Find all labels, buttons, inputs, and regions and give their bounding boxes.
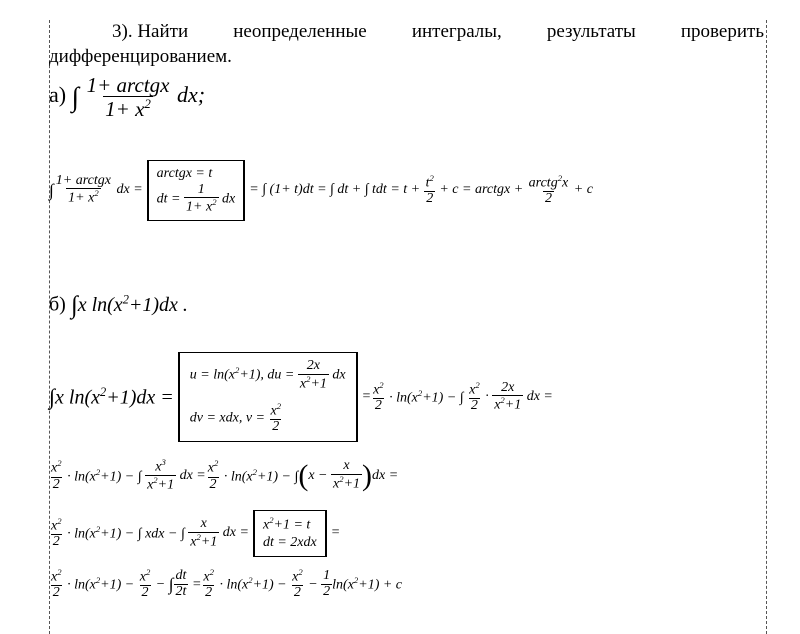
- task-word: результаты: [546, 21, 636, 42]
- part-b-line-4: $\frac{x^2}{2}$ · $\ln(x^2+1)$ − $\frac{x^2}{2}$ − ∫ $\frac{dt}{2t}$ = $\frac{x^2}{2}$ · $\ln(x^2+1)$ − $\frac{x^2}{2}$ − $\frac{1}{2}$ $\ln(x^2+1) + c$: [51, 567, 403, 601]
- integrand-denominator: 1+ x: [105, 97, 145, 122]
- substitution-bracket-b3: $x^2+1 = t$ dt = 2xdx: [253, 510, 327, 557]
- task-heading: [112, 21, 764, 43]
- task-word: интегралы,: [411, 21, 502, 42]
- part-a-solution: ∫ $\frac{\text{1+ arctgx}}{1+ x^2}$ dx = arctgx = t dt = $\frac{1}{1+ x^2}$ dx = ∫ (1+ t)dt = ∫ dt + ∫ tdt = t + $\frac{t^2}{2}$ + c = arctgx + $\frac{arctg^2x}{2}$ + c: [49, 160, 593, 221]
- substitution-bracket-b1: $u = \ln(x^2+1)$, du = $\frac{2x}{x^2+1}$ dx dv = xdx, v = $\frac{x^2}{2}$: [178, 352, 358, 442]
- part-b-line-3: $\frac{x^2}{2}$ · $\ln(x^2+1)$ − ∫ xdx − ∫ $\frac{x}{x^2+1}$ dx = $x^2+1 = t$ dt = 2xdx =: [49, 510, 340, 557]
- part-b-line-1: ∫ x $\ln(x^2+1)dx$ = $u = \ln(x^2+1)$, du = $\frac{2x}{x^2+1}$ dx dv = xdx, v = $\frac{x^2}{2}$ = $\frac{x^2}{2}$ · $\ln(x^2+1)$ − ∫ $\frac{x^2}{2}$ · $\frac{2x}{x^2+1}$ dx =: [49, 352, 553, 442]
- dx-text: dx;: [176, 82, 206, 108]
- part-b-label: б): [49, 293, 66, 316]
- right-dashed-border: [766, 20, 767, 634]
- substitution-bracket-a: arctgx = t dt = $\frac{1}{1+ x^2}$ dx: [147, 160, 246, 221]
- part-a-label: а): [49, 82, 67, 108]
- part-b-statement: б) ∫x $\ln(x^2+1)dx$ .: [49, 292, 188, 320]
- task-word: ). Найти: [121, 21, 189, 42]
- part-b-line-2: $\frac{x^2}{2}$ · $\ln(x^2+1)$ − ∫ $\frac{x^3}{x^2+1}$ dx = $\frac{x^2}{2}$ · $\ln(x^2+1)$ − ∫ ( x − $\frac{x}{x^2+1}$ ) dx =: [51, 457, 399, 493]
- part-a-statement: а) ∫ $\frac{\text{1+ arctgx}}{1+ x^2}$ dx;: [49, 73, 206, 122]
- task-heading-line2: дифференцированием.: [49, 46, 232, 67]
- integrand-numerator: 1+ arctgx: [86, 73, 170, 97]
- task-word: неопределенные: [233, 21, 367, 42]
- task-number: 3: [112, 21, 122, 42]
- task-word: проверить: [680, 21, 764, 42]
